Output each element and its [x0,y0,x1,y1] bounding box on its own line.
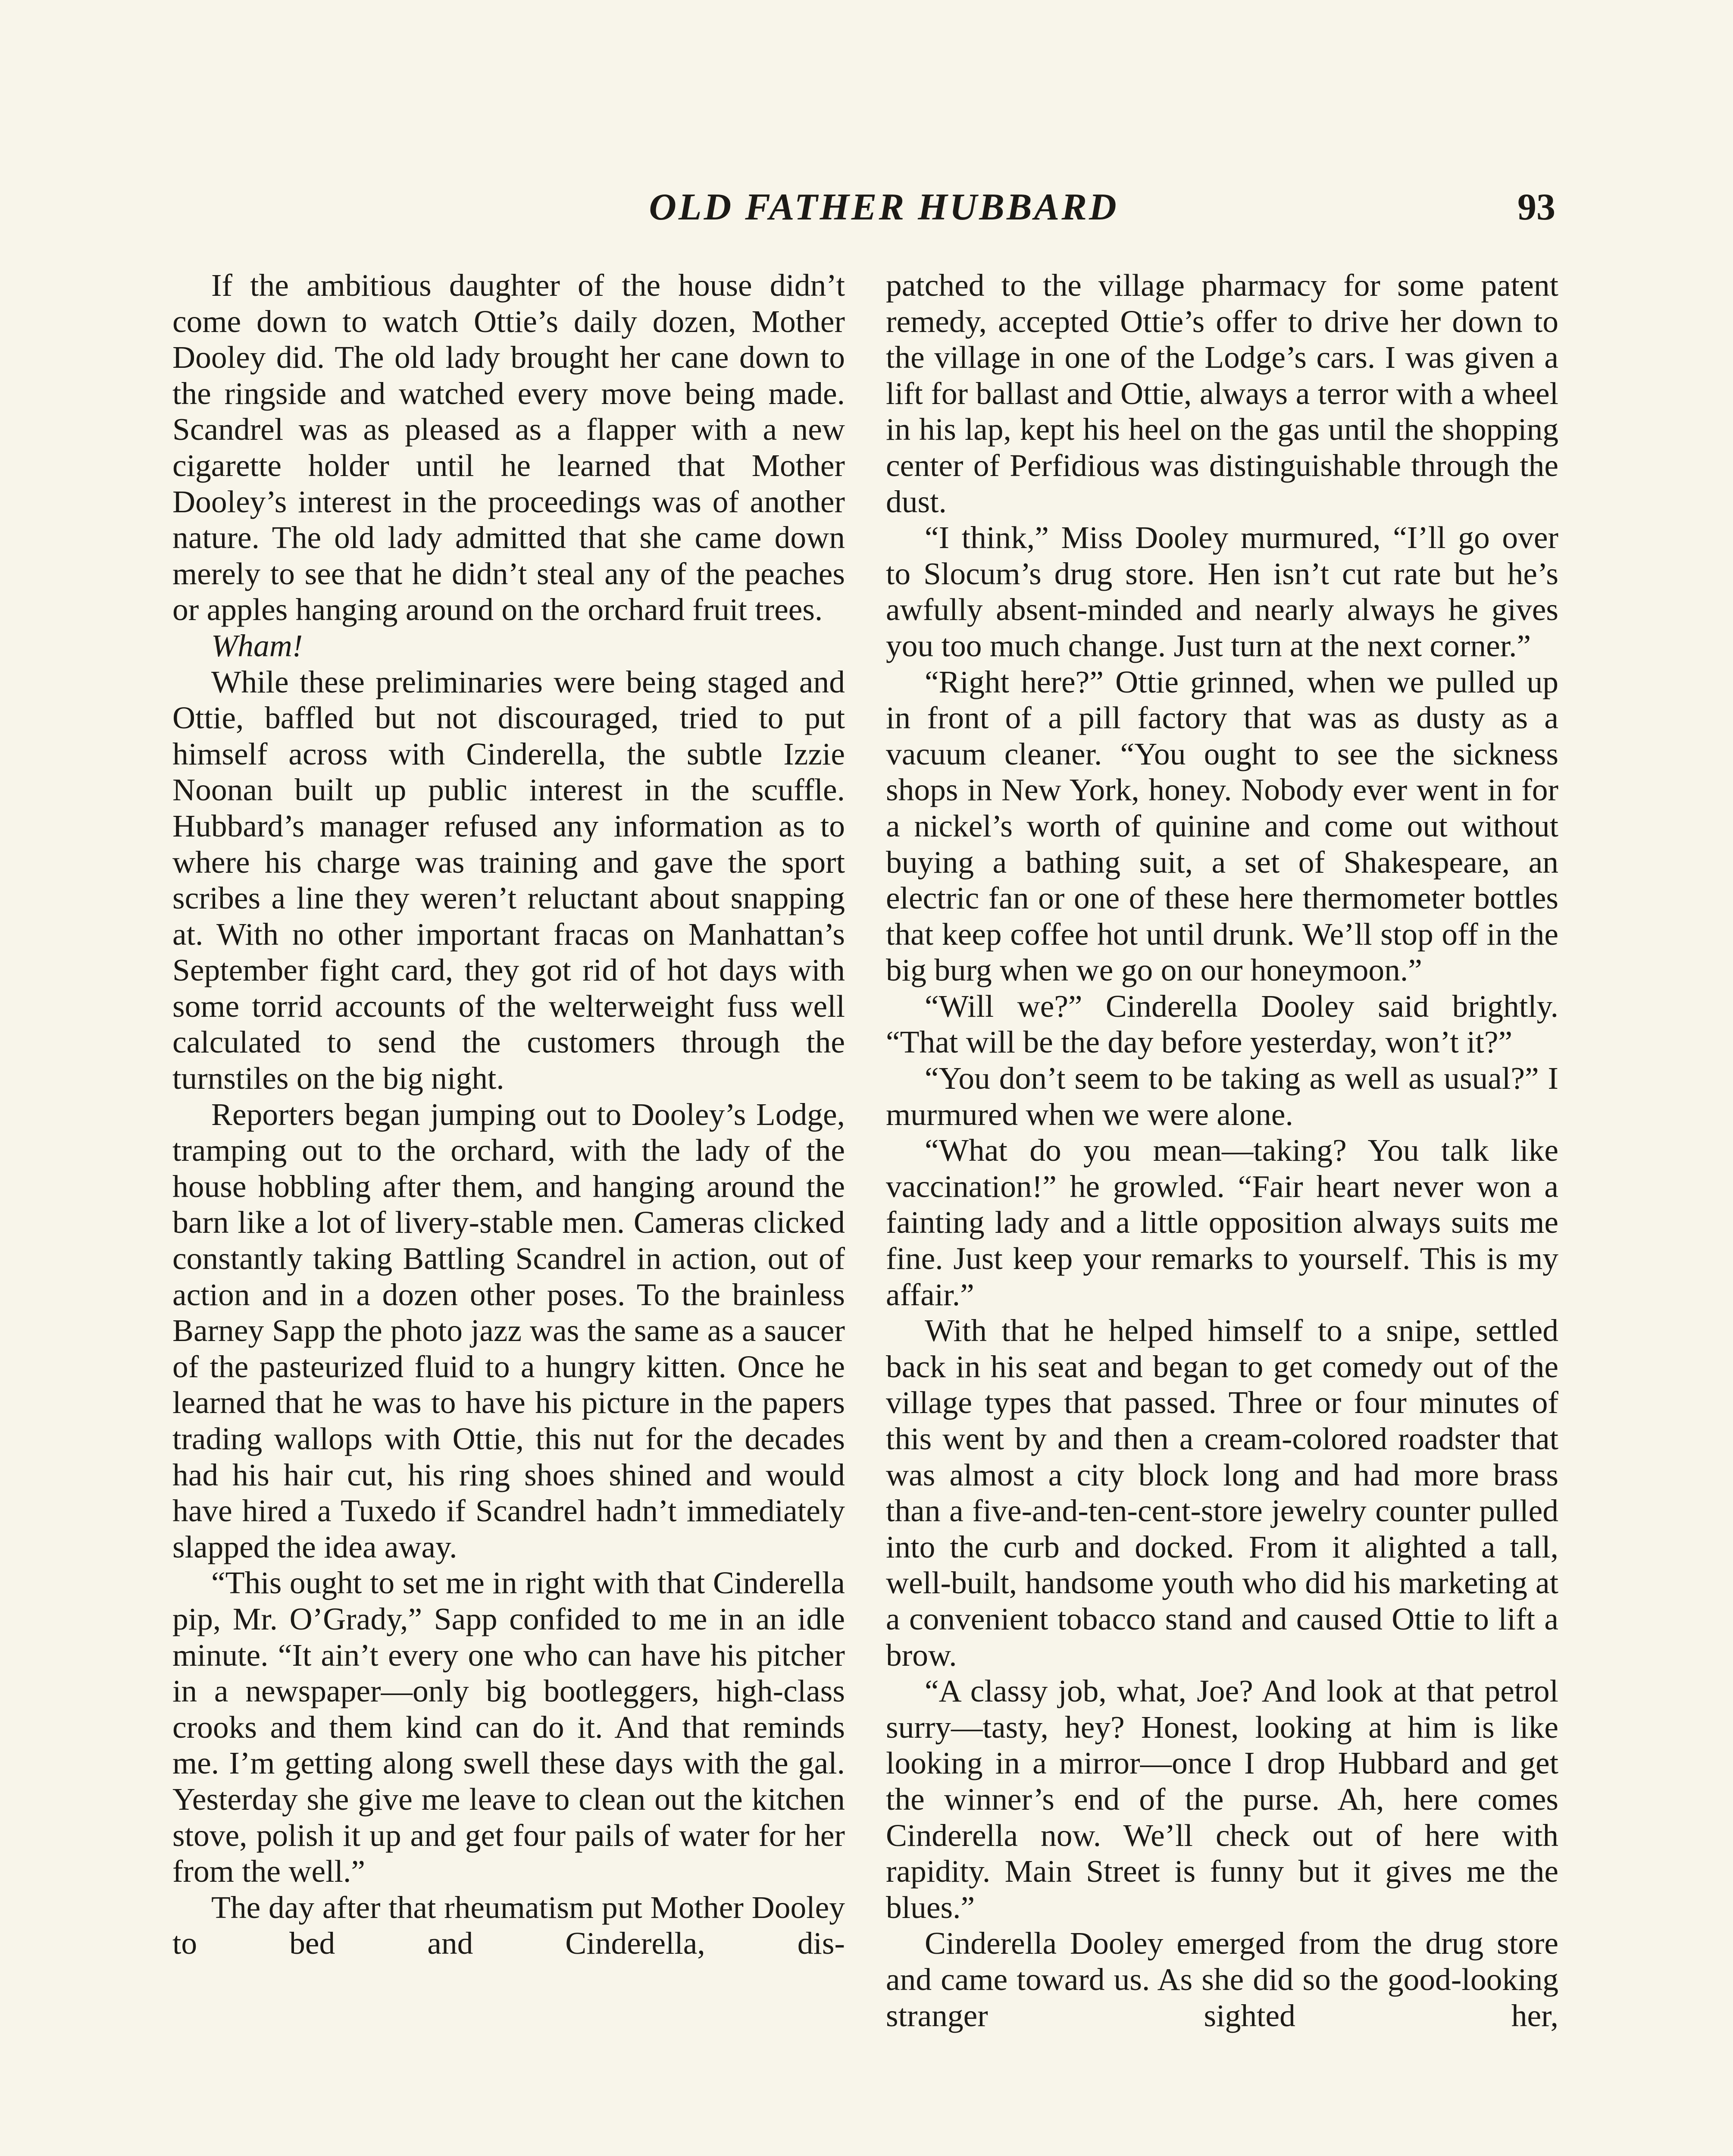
paragraph-interjection: Wham! [211,628,303,663]
paragraph-continued: patched to the village pharmacy for some patent remedy, accepted Ottie’s offer to drive her down to the village in one of the Lodge’s cars. I was given a lift for ballast and Ottie, always a terror with a wheel in his lap, kept his heel on the gas until the shopping center of Perfidious was distinguishable through the dust. [886,268,1558,519]
left-text-column [172,267,845,2156]
paragraph: While these preliminaries were being staged and Ottie, baffled but not discouraged, tried to put himself across with Cinderella, the subtle Izzie Noonan built up public interest in the scuffle. Hubbard’s manager refused any information as to where his charge was training and gave the sport scribes a line they weren’t reluctant about snapping at. With no other important fracas on Manhattan’s September fight card, they got rid of hot days with some torrid accounts of the welterweight fuss well calculated to send the customers through the turnstiles on the big night. [172,664,845,1096]
paragraph: “This ought to set me in right with that Cinderella pip, Mr. O’Grady,” Sapp confided to me in an idle minute. “It ain’t every one who can have his pitcher in a newspaper—only big bootleggers, high-class crooks and them kind can do it. And that reminds me. I’m getting along swell these days with the gal. Yesterday she give me leave to clean out the kitchen stove, polish it up and get four pails of water for her from the well.” [172,1565,845,1889]
page-number: 93 [1517,186,1555,228]
paragraph: “Right here?” Ottie grinned, when we pulled up in front of a pill factory that was as dusty as a vacuum cleaner. “You ought to see the sickness shops in New York, honey. Nobody ever went in for a nickel’s worth of quinine and come out without buying a bathing suit, a set of Shakespeare, an electric fan or one of these here thermometer bottles that keep coffee hot until drunk. We’ll stop off in the big burg when we go on our honeymoon.” [886,664,1558,988]
paragraph: The day after that rheumatism put Mother Dooley to bed and Cinderella, dis- [172,1890,845,1961]
right-text-column [886,267,1558,2156]
paragraph: With that he helped himself to a snipe, settled back in his seat and began to get comedy out of the village types that passed. Three or four minutes of this went by and then a cream-colored roadster that was almost a city block long and had more brass than a five-and-ten-cent-store jewelry counter pulled into the curb and docked. From it alighted a tall, well-built, handsome youth who did his marketing at a convenient tobacco stand and caused Ottie to lift a brow. [886,1313,1558,1673]
paragraph: “You don’t seem to be taking as well as usual?” I murmured when we were alone. [886,1061,1558,1132]
paragraph: Cinderella Dooley emerged from the drug store and came toward us. As she did so the good-looking stranger sighted her, [886,1926,1558,2033]
paragraph: “I think,” Miss Dooley murmured, “I’ll go over to Slocum’s drug store. Hen isn’t cut rate but he’s awfully absent-minded and nearly always he gives you too much change. Just turn at the next corner.” [886,520,1558,663]
paragraph: “A classy job, what, Joe? And look at that petrol surry—tasty, hey? Honest, looking at him is like looking in a mirror—once I drop Hubbard and get the winner’s end of the purse. Ah, here comes Cinderella now. We’ll check out of here with rapidity. Main Street is funny but it gives me the blues.” [886,1673,1558,1925]
paragraph: Reporters began jumping out to Dooley’s Lodge, tramping out to the orchard, with the lady of the house hobbling after them, and hanging around the barn like a lot of livery-stable men. Cameras clicked constantly taking Battling Scandrel in action, out of action and in a dozen other poses. To the brainless Barney Sapp the photo jazz was the same as a saucer of the pasteurized fluid to a hungry kitten. Once he learned that he was to have his picture in the papers trading wallops with Ottie, this nut for the decades had his hair cut, his ring shoes shined and would have hired a Tuxedo if Scandrel hadn’t immediately slapped the idea away. [172,1097,845,1564]
paragraph: “Will we?” Cinderella Dooley said brightly. “That will be the day before yesterday, won’t it?” [886,988,1558,1060]
running-title: OLD FATHER HUBBARD [649,186,1119,228]
paragraph: “What do you mean—taking? You talk like vaccination!” he growled. “Fair heart never won a fainting lady and a little opposition always suits me fine. Just keep your remarks to yourself. This is my affair.” [886,1133,1558,1312]
paragraph: If the ambitious daughter of the house didn’t come down to watch Ottie’s daily dozen, Mother Dooley did. The old lady brought her cane down to the ringside and watched every move being made. Scandrel was as pleased as a flapper with a new cigarette holder until he learned that Mother Dooley’s interest in the proceedings was of another nature. The old lady admitted that she came down merely to see that he didn’t steal any of the peaches or apples hanging around on the orchard fruit trees. [172,268,845,627]
